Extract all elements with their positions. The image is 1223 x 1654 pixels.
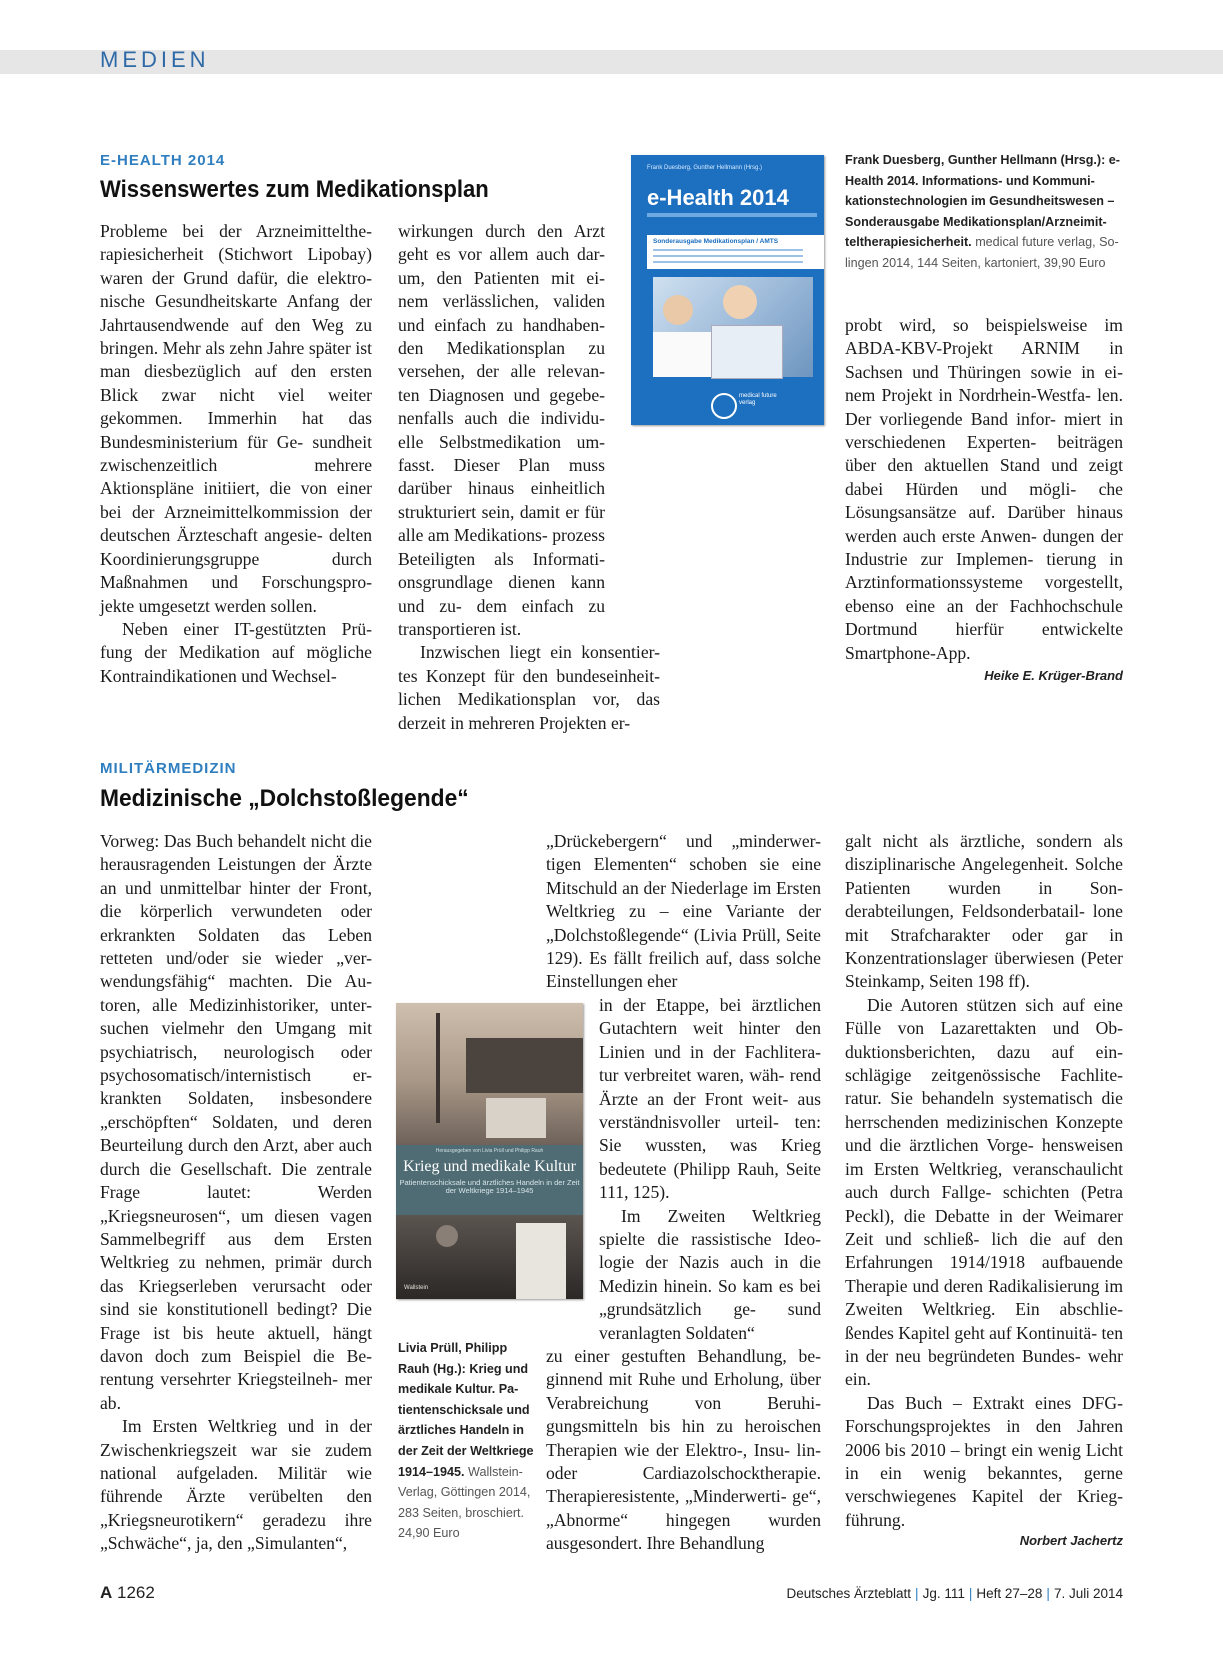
- page-number-value: 1262: [117, 1583, 155, 1602]
- article2-col2-top: [546, 830, 821, 994]
- journal-volume: Jg. 111: [922, 1586, 965, 1601]
- journal-issue: Heft 27–28: [976, 1586, 1043, 1601]
- cover-editors: Herausgegeben von Livia Prüll und Philipp Rauh: [435, 1148, 544, 1154]
- article1-col3: [845, 314, 1123, 665]
- paragraph: in der Etappe, bei ärztlichen Gutachtern weit hinter den Linien und in der Fachlitera- tur verbreitet waren, wäh- rend Ärzte an der Front weit- aus verständnisvoller urteil- ten: Sie wussten, was Krieg bedeutete (Philipp Rauh, Seite 111, 125).: [599, 995, 821, 1203]
- caption-bold: Frank Duesberg, Gunther Hellmann (Hrsg.): e-Health 2014. Informations- und Kommuni- kationstechnologien im Gesundheitswesen – Sonderausgabe Medikationsplan/Arzneimit- teltherapiesicherheit.: [845, 153, 1121, 250]
- cover-subtitle-bar: [647, 213, 817, 217]
- article1-caption: [845, 150, 1125, 274]
- page-prefix: A: [100, 1583, 113, 1602]
- cover-logo-text: medical future verlag: [739, 393, 777, 406]
- paragraph: Vorweg: Das Buch behandelt nicht die herausragenden Leistungen der Ärzte an und unmittelbar hinter der Front, die körperlich verwundeten oder erkrankten Soldaten das Leben retteten und/oder sie wieder „ver- wendungsfähig“ machten. Die Au- toren, alle Medizinhistoriker, unter- suchen vielmehr den Umgang mit psychiatrisch, neurologisch oder psychosomatisch/internistisch er- krankten Soldaten, insbesondere „erschöpften“ Soldaten, und deren Beurteilung durch den Arzt, aber auch durch die Gesellschaft. Die zentrale Frage lautet: Werden „Kriegsneurosen“, um diesen vagen Sammelbegriff aus dem Ersten Weltkrieg zu nehmen, primär durch das Kriegserleben verursacht oder sind sie konstitutionell bedingt? Die Frage ist bis heute aktuell, hängt davon doch zum Beispiel die Be- rentung versehrter Kriegsteilneh- mer ab.: [100, 831, 372, 1413]
- article1-col1: [100, 220, 372, 688]
- section-label: MEDIEN: [100, 47, 210, 72]
- journal-info: Deutsches Ärzteblatt | Jg. 111 | Heft 27–28 | 7. Juli 2014: [786, 1586, 1123, 1601]
- paragraph: Im Ersten Weltkrieg und in der Zwischenkriegszeit war sie zudem national aufgeladen. Militär wie führende Ärzte verübelten den „Kriegsneurotikern“ geradezu ihre „Schwäche“, ja, den „Simulanten“,: [100, 1416, 372, 1554]
- article2-col1: [100, 830, 372, 1556]
- paragraph: Probleme bei der Arzneimittelthe- rapiesicherheit (Stichwort Lipobay) waren der Grund dafür, die elektro- nische Gesundheitskarte Anfang der Jahrtausendwende auf den Weg zu bringen. Mehr als zehn Jahre später ist man diesbezüglich auf den ersten Blick zwar nicht viel weiter gekommen. Immerhin hat das Bundesministerium für Ge- sundheit zwischenzeitlich mehrere Aktionspläne initiiert, die von einer bei der Arzneimittelkommission der deutschen Ärzteschaft angesie- delten Koordinierungsgruppe durch Maßnahmen und Forschungspro- jekte umgesetzt werden sollen.: [100, 221, 372, 616]
- article2-col3: [845, 830, 1123, 1532]
- article1-headline: Wissenswertes zum Medikationsplan: [100, 176, 489, 203]
- article2-col2-bottom: [546, 1345, 821, 1556]
- cover-title: Krieg und medikale Kultur: [403, 1158, 576, 1175]
- paragraph: Das Buch – Extrakt eines DFG- Forschungsprojektes in den Jahren 2006 bis 2010 – bringt ein wenig Licht in ein wenig bekanntes, gerne verschwiegenes Kapitel der Krieg- führung.: [845, 1392, 1123, 1530]
- paragraph: Die Autoren stützen sich auf eine Fülle von Lazarettakten und Ob- duktionsberichten, dazu auf ein- schlägige zeitgenössische Fachlite- ratur. Sie behandeln systematisch die herrschenden medizinischen Konzepte und die ärztlichen Vorge- hensweisen im Ersten Weltkrieg, veranschaulicht auch durch Fallge- schichten (Petra Peckl), die Debatte in der Weimarer Zeit und schließ- lich die auf den Erfahrungen 1914/1918 aufbauende Therapie und deren Radikalisierung im Zweiten Weltkrieg. Ein abschlie- ßendes Kapitel geht auf Kontinuitä- ten in der neu begründeten Bundes- wehr ein.: [845, 994, 1123, 1390]
- paragraph: wirkungen durch den Arzt geht es vor allem auch dar- um, den Patienten mit ei- nem verlässlichen, validen und einfach zu handhaben- den Medikationsplan zu versehen, der alle relevan- ten Diagnosen und gegebe- nenfalls auch die individu- elle Selbstmedikation um- fasst. Dieser Plan muss darüber hinaus einheitlich strukturiert sein, damit er für alle am Medikations- prozess Beteiligten als Informati- onsgrundlage dienen kann und zu- dem einfach zu transportieren ist.: [398, 221, 605, 639]
- cover-title: e-Health 2014: [647, 185, 789, 210]
- page-number: [100, 1583, 155, 1603]
- article1-kicker: E-HEALTH 2014: [100, 152, 226, 169]
- article2-headline: Medizinische „Dolchstoßlegende“: [100, 785, 469, 812]
- cover-band: [647, 235, 824, 269]
- paragraph: galt nicht als ärztliche, sondern als disziplinarische Angelegenheit. Solche Patienten wurden in Son- derabteilungen, Feldsonderbatail- lone mit Strafcharakter oder gar in Konzentrationslager überwiesen (Peter Steinkamp, Seiten 198 ff).: [845, 831, 1123, 992]
- journal-name: Deutsches Ärzteblatt: [786, 1586, 912, 1601]
- paragraph: Inzwischen liegt ein konsentier- tes Konzept für den bundeseinheit- lichen Medikationsplan vor, das derzeit in mehreren Projekten er-: [398, 642, 660, 733]
- cover-publisher: Wallstein: [404, 1285, 429, 1291]
- paragraph: zu einer gestuften Behandlung, be- ginnend mit Ruhe und Erholung, über Verabreichung von Beruhi- gungsmitteln bis hin zu heroischen Therapien wie der Elektro-, Insu- lin- oder Cardiazolschocktherapie. Therapieresistente, „Minderwerti- ge“, „Abnorme“ hingegen wurden ausgesondert. Ihre Behandlung: [546, 1346, 821, 1554]
- article2-author: Norbert Jachertz: [1019, 1533, 1123, 1548]
- publisher-logo-icon: [711, 393, 737, 419]
- book-cover-ehealth: [631, 155, 824, 425]
- caption-rest: Wallstein- Verlag, Göttingen 2014, 283 Seiten, broschiert. 24,90 Euro: [398, 1464, 531, 1541]
- article2-col2-narrow: [599, 994, 821, 1345]
- cover-band-text: Sonderausgabe Medikationsplan / AMTS: [653, 238, 779, 245]
- paragraph: probt wird, so beispielsweise im ABDA-KBV-Projekt ARNIM in Sachsen und Thüringen sowie in ei- nem Projekt in Nordrhein-Westfa- len. Der vorliegende Band infor- miert in verschiedenen Experten- beiträgen über den aktuellen Stand und zeigt dabei Hürden und mögli- che Lösungsansätze auf. Darüber hinaus werden auch erste Anwen- dungen der Industrie zur Implemen- tierung in Arztinformationssysteme vorgestellt, ebenso eine an der Fachhochschule Dortmund hierfür entwickelte Smartphone-App.: [845, 315, 1123, 663]
- cover-photo: [653, 277, 813, 377]
- article2-kicker: MILITÄRMEDIZIN: [100, 760, 237, 777]
- caption-rest: medical future verlag, So- lingen 2014, 144 Seiten, kartoniert, 39,90 Euro: [845, 235, 1119, 270]
- paragraph: „Drückebergern“ und „minderwer- tigen Elementen“ schoben sie eine Mitschuld an der Niederlage im Ersten Weltkrieg zu – eine Variante der „Dolchstoßlegende“ (Livia Prüll, Seite 129). Es fällt freilich auf, dass solche Einstellungen eher: [546, 831, 821, 992]
- book-cover-krieg: [396, 1003, 583, 1299]
- article2-caption: [398, 1338, 538, 1544]
- paragraph: Neben einer IT-gestützten Prü- fung der Medikation auf mögliche Kontraindikationen und Wechsel-: [100, 618, 372, 686]
- cover-authors: Frank Duesberg, Gunther Hellmann (Hrsg.): [647, 165, 763, 171]
- article1-col2: [398, 220, 660, 735]
- caption-bold: Livia Prüll, Philipp Rauh (Hg.): Krieg und medikale Kultur. Pa- tientenschicksale und ärztliches Handeln in der Zeit der Weltkriege 1914–1945.: [398, 1341, 534, 1479]
- article1-author: Heike E. Krüger-Brand: [984, 668, 1123, 683]
- paragraph: Im Zweiten Weltkrieg spielte die rassistische Ideo- logie der Nazis auch in die Medizin hinein. So kam es bei „grundsätzlich ge- sund veranlagten Soldaten“: [599, 1205, 821, 1343]
- cover-subtitle: Patientenschicksale und ärztliches Handeln in der Zeit der Weltkriege 1914–1945: [399, 1178, 580, 1195]
- journal-date: 7. Juli 2014: [1053, 1586, 1123, 1601]
